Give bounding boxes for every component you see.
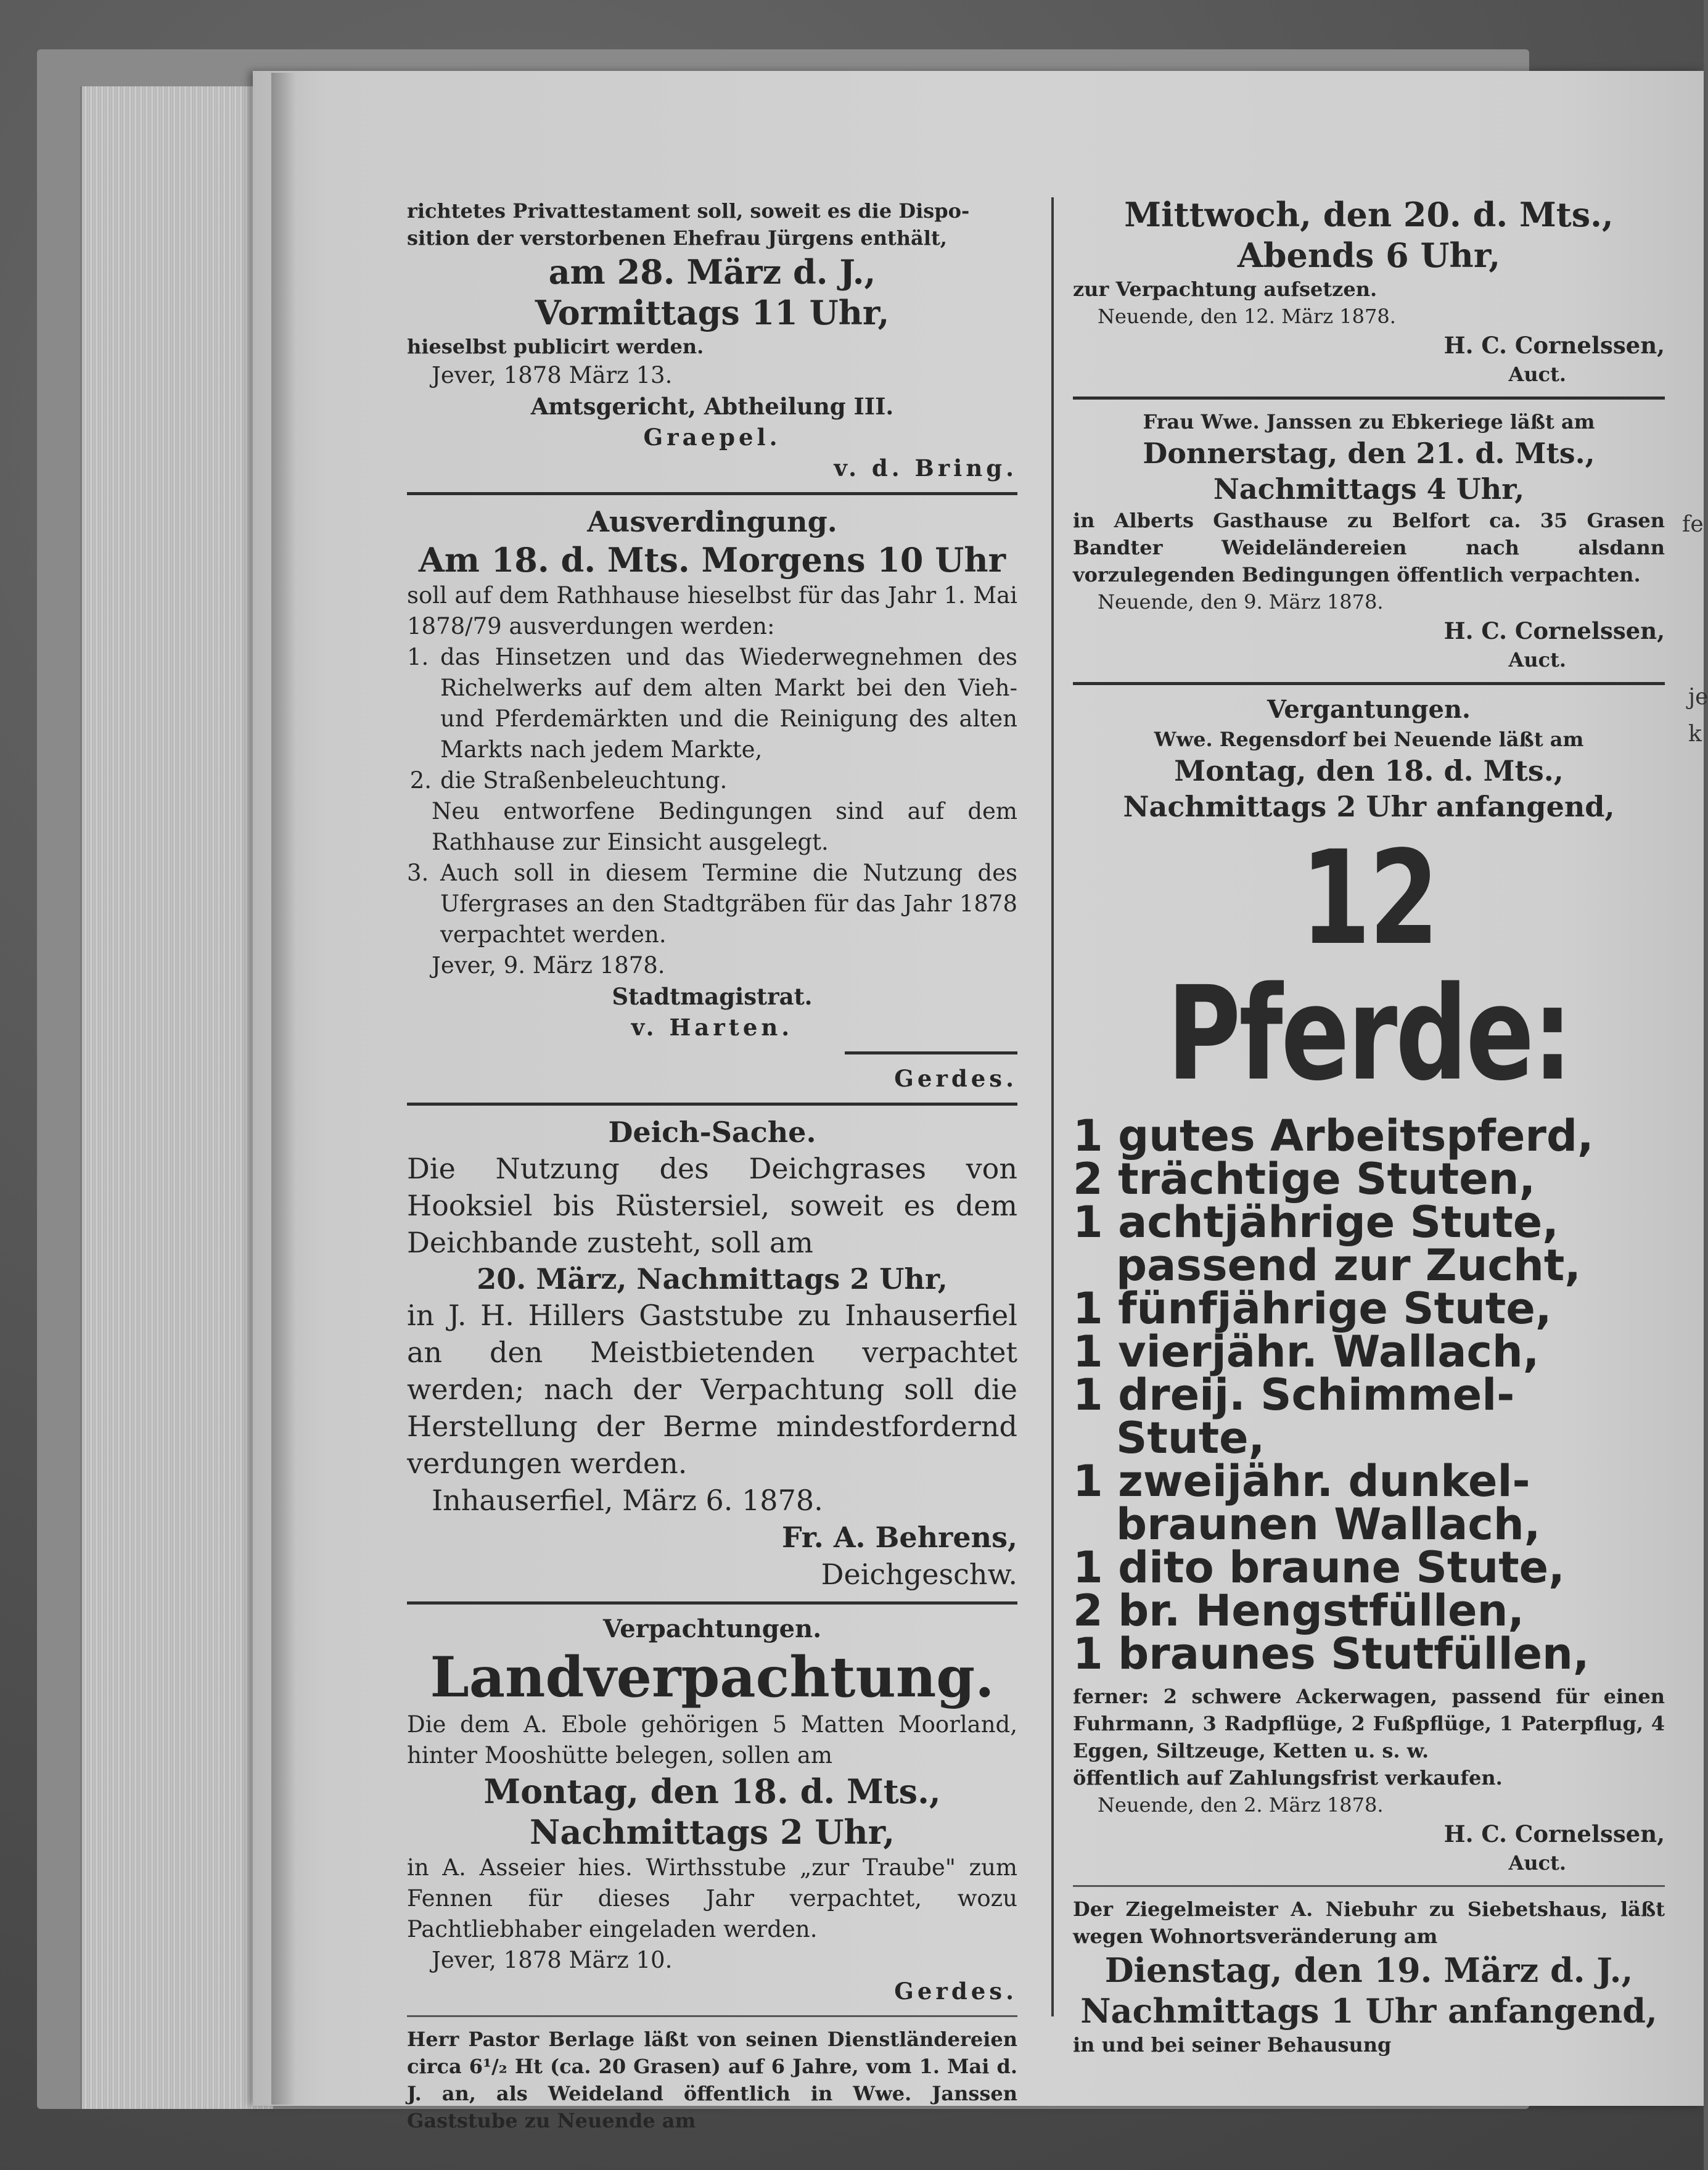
signature: v. Harten.	[631, 1014, 794, 1041]
goods-line: 2 br. Hengstfüllen,	[1073, 1585, 1524, 1636]
place-date: Neuende, den 9. März 1878.	[1098, 590, 1384, 614]
notice-text: Die dem A. Ebole gehörigen 5 Matten Moorland, hinter Mooshütte belegen, sollen am	[407, 1711, 1017, 1769]
notice-title: Ausverdingung.	[587, 505, 837, 538]
section-rule	[407, 1601, 1017, 1605]
notice-text: in A. Asseier hies. Wirthsstube „zur Traube" zum Fennen für dieses Jahr verpachtet, wozu Pachtliebhaber eingeladen werden.	[407, 1854, 1017, 1942]
signature-role: Auct.	[1508, 648, 1566, 672]
notice-text: zur Verpachtung aufsetzen.	[1073, 277, 1377, 301]
list-text: die Straßenbeleuchtung.	[440, 767, 728, 794]
place-date: Neuende, den 2. März 1878.	[1098, 1793, 1384, 1817]
notice-landverpachtung	[407, 1613, 1017, 2007]
edge-fragment: je	[1688, 684, 1708, 710]
place-date: Jever, 1878 März 13.	[432, 362, 673, 388]
section-heading: Vergantungen.	[1267, 695, 1471, 724]
notice-text: in Alberts Gasthause zu Belfort ca. 35 Grasen Bandter Weideländereien nach alsdann vorzulegenden Bedingungen öffentlich verpachten.	[1073, 509, 1665, 586]
notice-text: Herr Pastor Berlage läßt von seinen Dienstländereien circa 6¹/₂ Ht (ca. 20 Grasen) auf 6 Jahre, vom 1. Mai d. J. an, als Weideland öffentlich in Wwe. Janssen Gaststube zu Neuende am	[407, 2028, 1017, 2132]
notice-text: in und bei seiner Behausung	[1073, 2033, 1392, 2057]
signature: H. C. Cornelssen,	[1443, 332, 1665, 359]
goods-line: Stute,	[1116, 1413, 1265, 1463]
notice-vergantungen	[1073, 694, 1665, 1876]
notice-text: Neu entworfene Bedingungen sind auf dem Rathhause zur Einsicht ausgelegt.	[432, 798, 1017, 855]
section-heading: Verpachtungen.	[602, 1614, 822, 1643]
notice-text: Der Ziegelmeister A. Niebuhr zu Siebetshaus, läßt wegen Wohnortsveränderung am	[1073, 1897, 1665, 1948]
section-rule	[407, 492, 1017, 495]
notice-time: Nachmittags 2 Uhr,	[529, 1812, 895, 1852]
list-item	[407, 765, 1017, 796]
notice-time: Vormittags 11 Uhr,	[535, 293, 890, 332]
right-column	[1073, 194, 1665, 2058]
goods-line: 1 vierjähr. Wallach,	[1073, 1326, 1540, 1377]
notice-donnerstag	[1073, 408, 1665, 673]
notice-date: Donnerstag, den 21. d. Mts.,	[1143, 437, 1595, 470]
list-number: 1.	[407, 644, 429, 670]
notice-date: Dienstag, den 19. März d. J.,	[1104, 1950, 1633, 1990]
goods-line: 1 dito braune Stute,	[1073, 1542, 1565, 1593]
left-column	[407, 197, 1017, 2134]
goods-line: 1 zweijähr. dunkel-	[1073, 1456, 1530, 1506]
notice-text-line: sition der verstorbenen Ehefrau Jürgens enthält,	[407, 226, 947, 250]
notice-text: Wwe. Regensdorf bei Neuende läßt am	[1154, 728, 1584, 751]
notice-headline: Am 18. d. Mts. Morgens 10 Uhr	[418, 540, 1006, 580]
auction-headline: 12 Pferde:	[1167, 823, 1571, 1109]
notice-text-line: richtetes Privattestament soll, soweit es die Dispo-	[407, 199, 970, 223]
notice-date: am 28. März d. J.,	[548, 252, 876, 292]
section-rule	[1073, 682, 1665, 685]
section-rule	[1073, 397, 1665, 400]
edge-fragment: k	[1688, 721, 1702, 747]
notice-ausverdingung	[407, 504, 1017, 1094]
list-number: 2.	[409, 767, 432, 794]
page-edges	[80, 86, 273, 2109]
goods-line: passend zur Zucht,	[1116, 1240, 1581, 1291]
column-divider	[1051, 197, 1054, 2016]
notice-text: Frau Wwe. Janssen zu Ebkeriege läßt am	[1143, 410, 1595, 434]
goods-line: 1 fünfjährige Stute,	[1073, 1283, 1552, 1334]
signature: H. C. Cornelssen,	[1443, 617, 1665, 644]
court-name: Amtsgericht, Abtheilung III.	[530, 393, 894, 420]
notice-date: Montag, den 18. d. Mts.,	[1174, 754, 1564, 787]
notice-time: Nachmittags 4 Uhr,	[1213, 472, 1525, 506]
notice-date: Montag, den 18. d. Mts.,	[483, 1772, 941, 1811]
signature-role: Auct.	[1508, 363, 1566, 386]
list-item	[407, 642, 1017, 765]
notice-time: Abends 6 Uhr,	[1237, 236, 1501, 275]
place-date: Neuende, den 12. März 1878.	[1098, 305, 1396, 328]
notice-dienstag	[1073, 1896, 1665, 2058]
list-item	[407, 858, 1017, 950]
place-date: Inhauserfiel, März 6. 1878.	[432, 1484, 823, 1517]
goods-line: 1 dreij. Schimmel-	[1073, 1370, 1515, 1420]
section-rule	[407, 2015, 1017, 2017]
place-date: Jever, 9. März 1878.	[432, 952, 665, 979]
signature: v. d. Bring.	[834, 454, 1017, 482]
section-rule	[407, 1103, 1017, 1106]
notice-mittwoch	[1073, 194, 1665, 388]
notice-text: Die Nutzung des Deichgrases von Hooksiel bis Rüstersiel, soweit es dem Deichbande zusteht, soll am	[407, 1152, 1017, 1259]
list-text: das Hinsetzen und das Wiederwegnehmen des Richelwerks auf dem alten Markt bei den Vieh- und Pferdemärkten und die Reinigung des alten Markts nach jedem Markte,	[440, 644, 1017, 763]
notice-date: 20. März, Nachmittags 2 Uhr,	[477, 1262, 948, 1296]
notice-title: Deich-Sache.	[608, 1116, 816, 1149]
notice-title: Landverpachtung.	[430, 1645, 995, 1710]
notice-pastor-berlage	[407, 2026, 1017, 2134]
signature: Graepel.	[643, 424, 781, 451]
goods-line: 1 achtjährige Stute,	[1073, 1197, 1559, 1247]
goods-line: 2 trächtige Stuten,	[1073, 1154, 1536, 1204]
signature-role: Deichgeschw.	[821, 1558, 1017, 1591]
authority: Stadtmagistrat.	[612, 983, 813, 1010]
signature: Fr. A. Behrens,	[781, 1521, 1017, 1554]
notice-deich-sache	[407, 1114, 1017, 1593]
page-gutter-shadow	[271, 73, 296, 2105]
signature: H. C. Cornelssen,	[1443, 1820, 1665, 1847]
notice-time: Nachmittags 2 Uhr anfangend,	[1123, 790, 1615, 823]
section-rule	[1073, 1885, 1665, 1887]
list-number: 3.	[407, 860, 429, 886]
signature-rule	[845, 1051, 1017, 1054]
signature-role: Auct.	[1508, 1851, 1566, 1875]
signature: Gerdes.	[894, 1065, 1017, 1092]
place-date: Jever, 1878 März 10.	[432, 1947, 673, 1973]
goods-line: braunen Wallach,	[1116, 1499, 1541, 1550]
notice-testament	[407, 197, 1017, 483]
notice-text: soll auf dem Rathhause hieselbst für das Jahr 1. Mai 1878/79 ausverdungen werden:	[407, 582, 1017, 639]
list-text: Auch soll in diesem Termine die Nutzung des Ufergrases an den Stadtgräben für das Jahr 1878 verpachtet werden.	[440, 860, 1017, 948]
auction-goods-list	[1073, 1111, 1665, 1679]
notice-text: ferner: 2 schwere Ackerwagen, passend für einen Fuhrmann, 3 Radpflüge, 2 Fußpflüge, 1 Paterpflug, 4 Eggen, Siltzeuge, Ketten u. s. w.	[1073, 1685, 1665, 1762]
notice-time: Nachmittags 1 Uhr anfangend,	[1080, 1991, 1657, 2031]
signature: Gerdes.	[894, 1978, 1017, 2005]
edge-fragment: fe	[1682, 512, 1704, 537]
notice-text: hieselbst publicirt werden.	[407, 335, 704, 358]
goods-line: 1 gutes Arbeitspferd,	[1073, 1111, 1594, 1161]
notice-date: Mittwoch, den 20. d. Mts.,	[1124, 195, 1614, 234]
notice-text: in J. H. Hillers Gaststube zu Inhauserfiel an den Meistbietenden verpachtet werden; nach der Verpachtung soll die Herstellung der Berme mindestfordernd verdungen werden.	[407, 1299, 1017, 1480]
notice-text: öffentlich auf Zahlungsfrist verkaufen.	[1073, 1766, 1503, 1790]
goods-line: 1 braunes Stutfüllen,	[1073, 1629, 1590, 1679]
